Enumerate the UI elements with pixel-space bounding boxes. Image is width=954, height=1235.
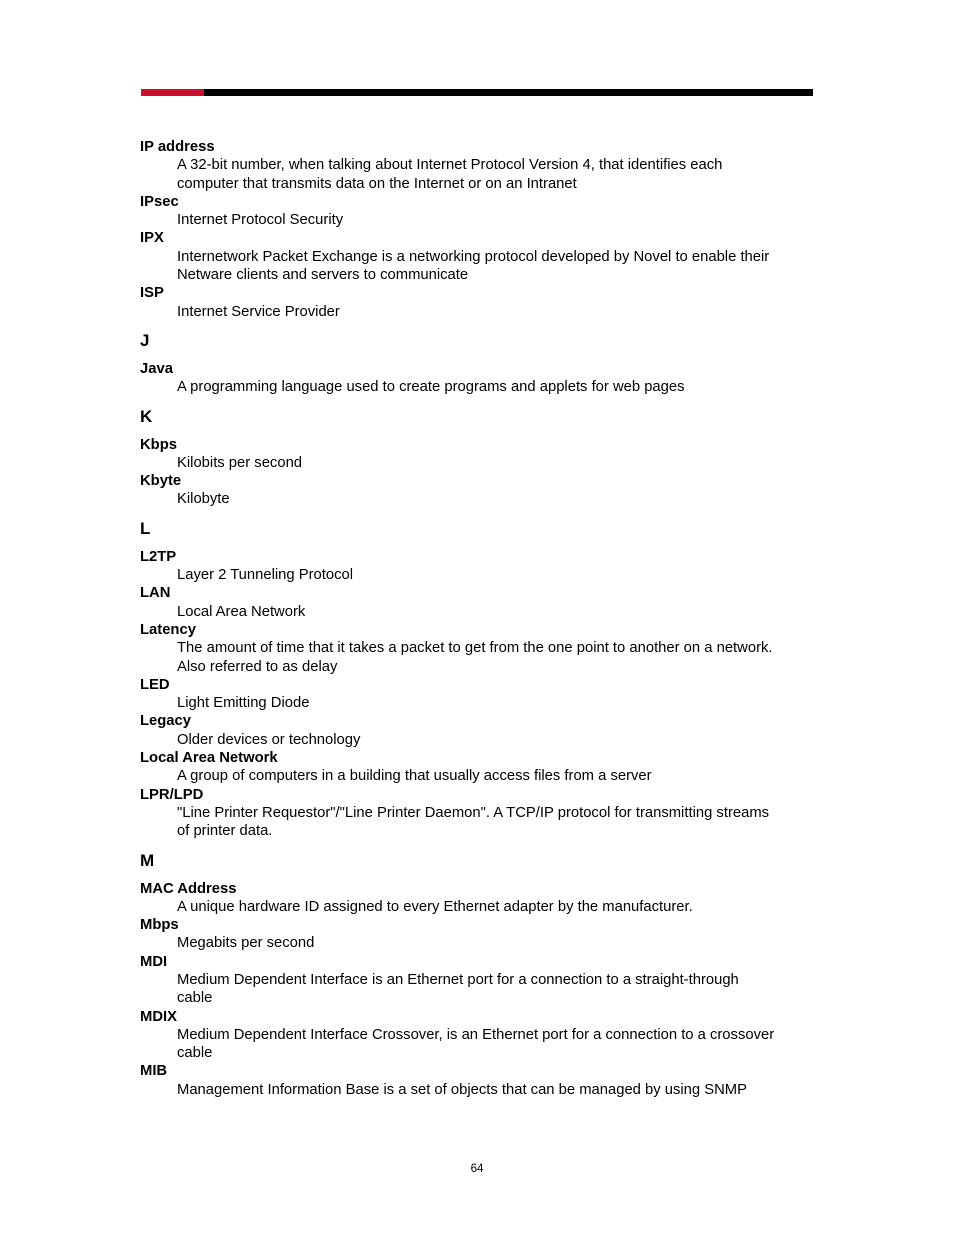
glossary-definition-line: Netware clients and servers to communicate xyxy=(177,267,469,284)
glossary-definition-line: Megabits per second xyxy=(177,935,315,952)
glossary-definition-line: A unique hardware ID assigned to every Ethernet adapter by the manufacturer. xyxy=(177,898,693,915)
glossary-term: ISP xyxy=(140,285,164,302)
glossary-definition-line: A 32-bit number, when talking about Internet Protocol Version 4, that identifies each xyxy=(177,157,723,174)
glossary-term: Kbps xyxy=(140,436,177,453)
glossary-content xyxy=(140,138,830,1099)
glossary-term: Mbps xyxy=(140,917,179,934)
glossary-definition-line: Kilobits per second xyxy=(177,454,303,471)
section-letter: K xyxy=(140,406,153,426)
glossary-term: MDIX xyxy=(140,1008,177,1025)
glossary-term: IP address xyxy=(140,139,215,155)
glossary-term: Latency xyxy=(140,621,196,638)
glossary-definition-line: The amount of time that it takes a packet to get from the one point to another on a network. xyxy=(177,640,773,657)
glossary-term: Local Area Network xyxy=(140,750,278,767)
header-rule-accent xyxy=(141,89,204,96)
header-rule-bar xyxy=(204,89,813,96)
glossary-term: IPX xyxy=(140,230,164,247)
glossary-definition-line: Medium Dependent Interface Crossover, is an Ethernet port for a connection to a crossover xyxy=(177,1026,775,1043)
glossary-definition-line: Internet Protocol Security xyxy=(177,212,344,229)
glossary-definition-line: "Line Printer Requestor"/"Line Printer Daemon". A TCP/IP protocol for transmitting streams xyxy=(177,804,770,821)
glossary-definition-line: of printer data. xyxy=(177,823,273,840)
glossary-term: MDI xyxy=(140,953,168,970)
section-letter: L xyxy=(140,518,151,538)
glossary-term: IPsec xyxy=(140,193,179,210)
glossary-definition-line: cable xyxy=(177,1045,213,1062)
section-letter: M xyxy=(140,850,155,870)
glossary-definition-line: Light Emitting Diode xyxy=(177,695,310,712)
glossary-term: L2TP xyxy=(140,548,177,565)
glossary-definition-line: Kilobyte xyxy=(177,491,230,508)
glossary-term: MIB xyxy=(140,1063,168,1080)
glossary-term: Legacy xyxy=(140,713,191,730)
glossary-definition-line: cable xyxy=(177,990,213,1007)
glossary-term: LAN xyxy=(140,585,171,602)
glossary-definition-line: Medium Dependent Interface is an Ethernet port for a connection to a straight-through xyxy=(177,971,739,988)
glossary-definition-line: Internetwork Packet Exchange is a networking protocol developed by Novel to enable their xyxy=(177,248,770,265)
glossary-definition-line: Also referred to as delay xyxy=(177,658,338,675)
page-number: 64 xyxy=(470,1163,484,1175)
glossary-definition-line: Management Information Base is a set of objects that can be managed by using SNMP xyxy=(177,1081,747,1098)
glossary-definition-line: A group of computers in a building that usually access files from a server xyxy=(177,768,652,785)
glossary-definition-line: computer that transmits data on the Internet or on an Intranet xyxy=(177,175,577,192)
section-letter: J xyxy=(140,330,150,350)
glossary-term: LED xyxy=(140,676,170,693)
glossary-definition-line: Local Area Network xyxy=(177,603,306,620)
glossary-term: LPR/LPD xyxy=(140,786,204,803)
glossary-term: Kbyte xyxy=(140,473,182,490)
glossary-definition-line: Older devices or technology xyxy=(177,731,361,748)
glossary-term: MAC Address xyxy=(140,880,237,897)
glossary-definition-line: Layer 2 Tunneling Protocol xyxy=(177,567,354,584)
glossary-definition-line: Internet Service Provider xyxy=(177,303,340,320)
glossary-definition-line: A programming language used to create programs and applets for web pages xyxy=(177,379,685,396)
header-rule xyxy=(141,89,813,96)
glossary-term: Java xyxy=(140,360,173,377)
